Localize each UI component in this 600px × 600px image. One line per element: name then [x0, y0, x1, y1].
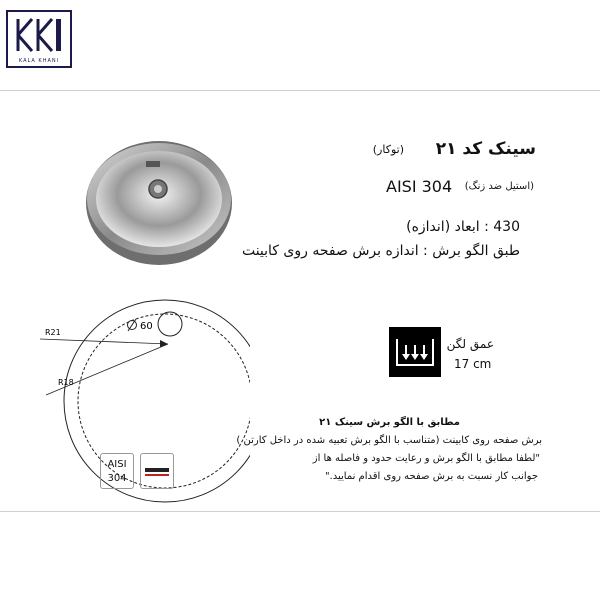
sink-photo — [84, 139, 234, 267]
logo-subtitle: KALA KHANI — [18, 58, 60, 64]
depth-value: 17 cm — [454, 357, 492, 371]
note-line-1: برش صفحه روی کابینت (متناسب با الگو برش تعبیه شده در داخل کارتن ) — [236, 435, 542, 446]
depth-label: عمق لگن — [446, 337, 494, 351]
product-sheet — [0, 90, 600, 512]
product-title: سینک کد ۲۱ — [435, 139, 536, 159]
brand-logo — [6, 10, 72, 68]
steel-note: (استیل ضد زنگ) — [464, 181, 534, 192]
product-title-sub: (توکار) — [372, 143, 404, 156]
dimensions: 430 : ابعاد (اندازه) — [406, 219, 520, 235]
cut-instructions: طبق الگو برش : اندازه برش صفحه روی کابینت — [241, 243, 520, 259]
radius-outer-label: R21 — [45, 328, 61, 337]
note-line-2: "لطفا مطابق با الگو برش و رعایت حدود و فاصله ها از — [312, 453, 540, 464]
aisi-badge-line2: 304 — [107, 473, 127, 484]
aisi-badge — [100, 453, 134, 489]
thickness-badge-icon — [140, 453, 174, 489]
kk-logo-icon — [14, 16, 64, 54]
note-line-3: جوانب کار نسبت به برش صفحه روی اقدام نمایید." — [324, 471, 538, 482]
material-grade: AISI 304 — [386, 177, 453, 196]
note-heading: مطابق با الگو برش سینک ۲۱ — [319, 417, 460, 428]
aisi-badge-line1: AISI — [107, 459, 127, 470]
radius-inner-label: R18 — [58, 378, 74, 387]
sink-depth-icon — [389, 327, 441, 377]
hole-diameter-label: 60 — [140, 321, 153, 332]
